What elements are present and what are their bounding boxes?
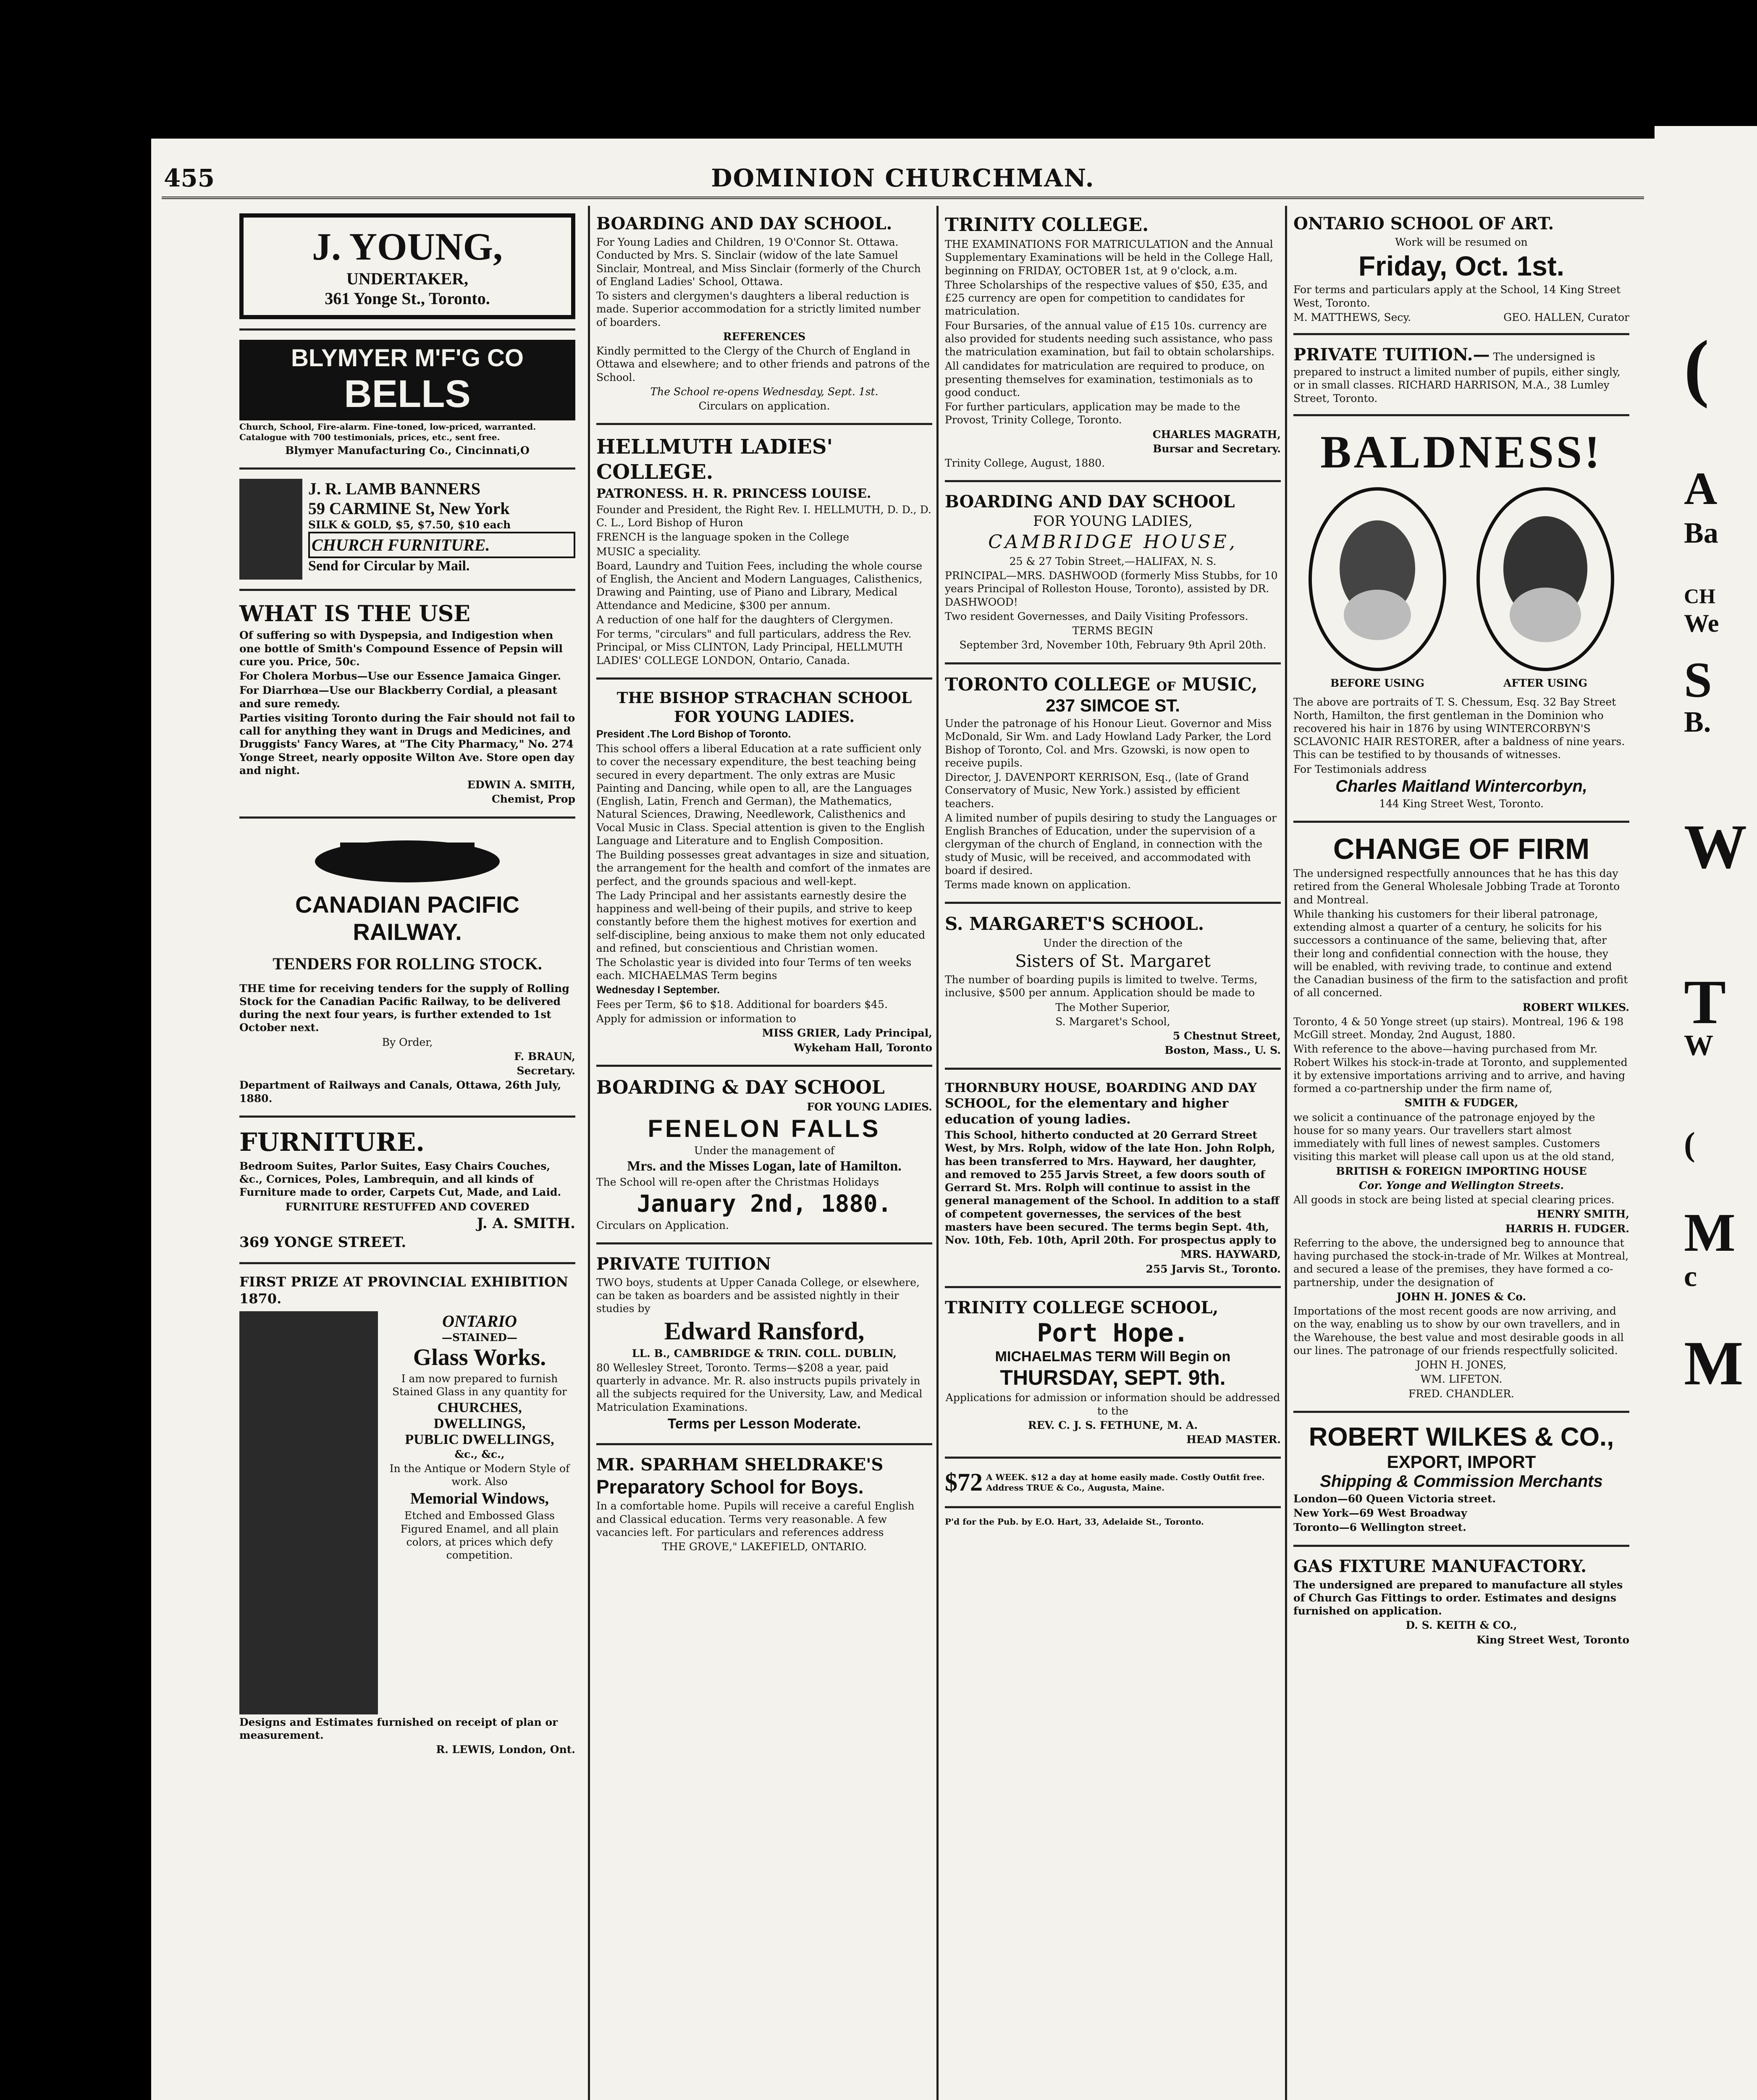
ad-address: New York—69 West Broadway [1293, 1507, 1467, 1519]
ad-signature: GEO. HALLEN, [1503, 311, 1584, 323]
ad-headline: FIRST PRIZE AT PROVINCIAL EXHIBITION 1870. [239, 1273, 569, 1307]
ad-signature: ROBERT WILKES. [1522, 1001, 1629, 1013]
ad-body: This school offers a liberal Education at a rate sufficient only to cover the necessary expenditure, the best teaching being secured in every department. The only extras are Music Painting and Dancing, while open to all, are the Languages (English, Latin, French and German), the Mathematics, Natural Sciences, Drawing, Needlework, Calisthenics and Vocal Music in Class. Special attention is given to the English Language and Literature and to English Composition. [596, 743, 925, 847]
page-number: 455 [164, 164, 215, 192]
ad-school-of-art [1293, 210, 1629, 335]
ad-address: 25 & 27 Tobin Street,—HALIFAX, N. S. [1009, 555, 1217, 567]
ad-names: Mrs. and the Misses Logan, late of Hamilton. [627, 1158, 902, 1174]
ad-address: 144 King Street West, Toronto. [1379, 797, 1544, 810]
ad-subhead: TENDERS FOR ROLLING STOCK. [273, 954, 542, 973]
ad-young-undertaker [239, 210, 575, 331]
glass-works: Glass Works. [413, 1344, 546, 1370]
ad-signature: R. LEWIS, London, Ont. [436, 1743, 575, 1756]
ad-body: Fees per Term, $6 to $18. Additional for boarders $45. [596, 998, 888, 1011]
ad-headline: ONTARIO SCHOOL OF ART. [1293, 214, 1554, 234]
ad-amount: $72 [945, 1468, 983, 1496]
ad-signature: MISS GRIER, Lady Principal, [762, 1027, 932, 1040]
ad-signature: MRS. HAYWARD, [1180, 1248, 1281, 1261]
printer-imprint: P'd for the Pub. by E.O. Hart, 33, Adelaide St., Toronto. [945, 1517, 1204, 1527]
ad-body: Under the patronage of his Honour Lieut. Governor and Miss McDonald, Sir Wm. and Lady Howland Lady Parker, the Lord Bishop of Toronto, Col. and Mrs. Gzowski, is now open to receive pupils. [945, 717, 1272, 769]
glass-memorial: Memorial Windows, [410, 1490, 549, 1508]
glass-item: CHURCHES, [437, 1399, 522, 1415]
ad-company: Blymyer Manufacturing Co., Cincinnati,O [285, 444, 530, 457]
ad-body: Two resident Governesses, and Daily Visiting Professors. [945, 610, 1248, 622]
ad-headline: TRINITY COLLEGE. [945, 214, 1149, 236]
ad-headline: CANADIAN PACIFIC [295, 891, 520, 918]
ad-subhead: FOR YOUNG LADIES, [1033, 513, 1193, 530]
ad-body: A limited number of pupils desiring to study the Languages or English Branches of Education, under the supervision of a clergyman of the church of England, in connection with the study of Music, will be received, and accommodated with board if desired. [945, 811, 1277, 877]
ad-signature-title: Secretary. [517, 1065, 575, 1077]
ad-signature: WM. LIFETON. [1420, 1373, 1503, 1386]
ad-body: For further particulars, application may be made to the Provost, Trinity College, Toronto. [945, 401, 1240, 426]
ad-name: Edward Ransford, [664, 1317, 865, 1345]
ad-furniture [239, 1124, 575, 1264]
ad-address: 361 Yonge St., [325, 289, 425, 308]
ad-headline: J. YOUNG, [312, 225, 503, 268]
ad-body: The Lady Principal and her assistants earnestly desire the happiness and well-being of their pupils, and strive to keep constantly before them the highest motives for exertion and self-discipline, being anxious to make them not only educated and refined, but conscientious and Christian women. [596, 889, 926, 954]
ad-address: 369 YONGE STREET. [239, 1234, 406, 1251]
ad-body: For Testimonials address [1293, 763, 1427, 775]
railway-emblem-icon [239, 828, 575, 891]
ad-robert-wilkes [1293, 1419, 1629, 1547]
ad-canadian-pacific [239, 824, 575, 1118]
bells-word: BELLS [344, 373, 471, 415]
ad-body: Founder and President, the Right Rev. I. HELLMUTH, D. D., D. C. L., Lord Bishop of Huron [596, 503, 931, 529]
ad-signature: F. BRAUN, [514, 1050, 575, 1063]
ad-subhead: FOR YOUNG LADIES. [807, 1100, 932, 1113]
page-header [151, 164, 1655, 197]
bells-banner [239, 340, 575, 420]
ad-signature: JOHN H. JONES, [1416, 1359, 1507, 1371]
spine-fragment: A [1684, 463, 1718, 514]
ad-address: London—60 Queen Victoria street. [1293, 1492, 1496, 1505]
ad-feature: CHURCH FURNITURE. [308, 532, 575, 558]
spine-fragment: T [1684, 967, 1726, 1037]
ad-body: The Scholastic year is divided into four Terms of ten weeks each. MICHAELMAS Term begins [596, 956, 912, 982]
column-rule [936, 206, 939, 2100]
ad-body: 80 Wellesley Street, Toronto. Terms—$208 a year, paid quarterly in advance. Mr. R. also instructs pupils privately in all the subjects required for the University, Law, and Medical Matriculation Examinations. [596, 1361, 923, 1413]
ad-body: THE EXAMINATIONS FOR MATRICULATION and the Annual Supplementary Examinations will be held in the College Hall, beginning on FRIDAY, OCTOBER 1st, at 9 o'clock, a.m. [945, 238, 1273, 277]
ad-date: Wednesday I September. [596, 984, 720, 996]
ad-body: In a comfortable home. Pupils will receive a careful English and Classical education. Terms very reasonable. A few vacancies left. For particulars and references address [596, 1500, 915, 1538]
ad-headline: TORONTO COLLEGE of MUSIC, [945, 674, 1258, 695]
ad-body: Parties visiting Toronto during the Fair should not fail to call for anything they want in Drugs and Medicines, and Druggists' Fancy Wares, at "The City Pharmacy," No. 274 Yonge Street, nearly opposite Wilton Ave. Store open day and night. [239, 711, 575, 777]
ad-place: Port Hope. [1037, 1318, 1189, 1348]
ad-subhead: Sisters of St. Margaret [1015, 952, 1211, 971]
after-label: AFTER USING [1503, 677, 1588, 689]
ad-headline: TRINITY COLLEGE SCHOOL, [945, 1297, 1219, 1318]
stained-glass-window-illustration [239, 1311, 378, 1714]
ad-headline-2: RAILWAY. [353, 918, 462, 945]
spine-fragment: W [1684, 812, 1747, 882]
ad-corner: Cor. Yonge and Wellington Streets. [1358, 1179, 1564, 1192]
ad-signature-title: Chemist, Prop [491, 793, 575, 806]
ad-subhead: EXPORT, IMPORT [1387, 1452, 1536, 1472]
ad-signature: CHARLES MAGRATH, [1152, 428, 1281, 441]
ad-what-is-the-use [239, 597, 575, 818]
ad-body: A WEEK. $12 a day at home easily made. Costly Outfit free. Address TRUE & Co., Augusta, Maine. [986, 1472, 1265, 1493]
spine-fragment: B. [1684, 706, 1711, 738]
ad-date: Toronto, 4 & 50 Yonge street (up stairs). Montreal, 196 & 198 McGill street. Monday, 2nd August, 1880. [1293, 1015, 1624, 1041]
ad-blymyer-bells [239, 336, 575, 470]
ad-city: Toronto. [429, 289, 490, 308]
ad-subhead: Preparatory School for Boys. [596, 1476, 864, 1498]
ad-body: Board, Laundry and Tuition Fees, including the whole course of English, the Ancient and Modern Languages, Calisthenics, Drawing and Painting, use of Piano and Library, Medical Attendance and Medicine, $300 per annum. [596, 559, 923, 612]
ad-signature-title: Secy. [1384, 311, 1411, 323]
ad-st-margarets [945, 910, 1281, 1069]
ad-firm: JOHN H. JONES & Co. [1396, 1290, 1526, 1303]
ad-signature: HENRY SMITH, [1537, 1208, 1629, 1221]
column-rule [1285, 206, 1287, 2100]
ad-reopen: The School re-opens Wednesday, Sept. 1st. [650, 385, 878, 398]
ad-body: Work will be resumed on [1395, 236, 1528, 248]
ad-body: All goods in stock are being listed at special clearing prices. [1293, 1194, 1615, 1206]
ad-fenelon-falls [596, 1073, 932, 1244]
ad-address: 59 CARMINE St, New York [308, 499, 510, 518]
ad-body: Three Scholarships of the respective values of $50, £35, and £25 currency are open for competition to candidates for matriculation. [945, 278, 1268, 318]
ad-body: Bedroom Suites, Parlor Suites, Easy Chairs Couches, &c., Cornices, Poles, Lambrequin, and all kinds of Furniture made to order, Carpets Cut, Made, and Laid. [239, 1160, 561, 1199]
after-portrait-icon [1474, 485, 1617, 674]
newspaper-page [151, 139, 1655, 2100]
ad-body: The School will re-open after the Christmas Holidays [596, 1176, 879, 1189]
ad-price: SILK & GOLD, $5, $7.50, $10 each [308, 519, 511, 531]
ad-body: PRINCIPAL—MRS. DASHWOOD (formerly Miss Stubbs, for 10 years Principal of Rolleston House, Toronto), assisted by DR. DASHWOOD! [945, 570, 1278, 608]
ad-signature: J. A. SMITH. [477, 1215, 575, 1232]
ad-signature-title: HEAD MASTER. [1186, 1433, 1281, 1446]
spine-fragment: M [1684, 1202, 1736, 1263]
ad-footer: Designs and Estimates furnished on receipt of plan or measurement. [239, 1716, 558, 1741]
ad-footer: Circulars on application. [698, 400, 830, 412]
ad-house: BRITISH & FOREIGN IMPORTING HOUSE [1336, 1165, 1587, 1177]
ad-body: we solicit a continuance of the patronage enjoyed by the house for so many years. Our travellers start almost immediately with full lines of newest samples. Customers visiting this market will please call upon us at the old stand, [1293, 1111, 1615, 1163]
ad-body: For Diarrhœa—Use our Blackberry Cordial, a pleasant and sure remedy. [239, 684, 558, 710]
ad-date: Friday, Oct. 1st. [1358, 250, 1565, 282]
ad-body: Etched and Embossed Glass Figured Enamel, and all plain colors, at prices which defy competition. [400, 1509, 559, 1561]
ad-address: THE GROVE," LAKEFIELD, ONTARIO. [662, 1541, 867, 1553]
ad-body: MUSIC a speciality. [596, 545, 701, 558]
ad-address: 5 Chestnut Street, [1172, 1030, 1281, 1042]
ad-body: A reduction of one half for the daughters of Clergymen. [596, 613, 893, 626]
ad-body: Referring to the above, the undersigned beg to announce that having purchased the stock-in-trade of Mr. Wilkes at Montreal, and secured a lease of the premises, they have formed a co-partnership, under the designation of [1293, 1236, 1629, 1289]
ad-body: Applications for admission or information should be addressed to the [945, 1391, 1280, 1417]
ad-body: TWO boys, students at Upper Canada College, or elsewhere, can be taken as boarders and be assisted nightly in their studies by [596, 1276, 920, 1315]
glass-ontario: ONTARIO [442, 1311, 517, 1331]
spine-fragment: ( [1684, 325, 1709, 409]
ad-body: Apply for admission or information to [596, 1013, 796, 1025]
ad-address: Boston, Mass., U. S. [1164, 1044, 1281, 1057]
ad-body: While thanking his customers for their liberal patronage, extending almost a quarter of a century, he solicits for his successors a continuance of the same, believing that, after their long and confidential connection with the house, they will be enabled, with reviving trade, to continue and extend the Canadian business of the firm to the satisfaction and profit of all concerned. [1293, 908, 1628, 999]
ad-body: The Building possesses great advantages in size and situation, the arrangement for the health and comfort of the inmates are perfect, and the grounds spacious and well-kept. [596, 849, 931, 887]
ad-footer: Circulars on Application. [596, 1219, 729, 1231]
ad-body: Under the direction of the [1043, 937, 1183, 949]
before-label: BEFORE USING [1330, 677, 1424, 689]
ad-signature: M. MATTHEWS, [1293, 311, 1381, 323]
ad-subhead: UNDERTAKER, [346, 269, 469, 288]
column-1 [239, 210, 575, 1773]
ad-sparham-sheldrake [596, 1451, 932, 1564]
ad-headline: THE BISHOP STRACHAN SCHOOL FOR YOUNG LADIES. [616, 689, 912, 726]
ad-subhead: President .The Lord Bishop of Toronto. [596, 728, 791, 740]
ad-subhead: PATRONESS. H. R. PRINCESS LOUISE. [596, 486, 871, 501]
spine-fragment: CH [1684, 584, 1715, 608]
ad-body: For terms and particulars apply at the School, 14 King Street West, Toronto. [1293, 284, 1621, 309]
ad-body: For Young Ladies and Children, 19 O'Connor St. Ottawa. Conducted by Mrs. S. Sinclair (widow of the late Samuel Sinclair, Montreal, and Miss Sinclair (formerly of the Church of England Ladies' School, Ottawa. [596, 236, 921, 288]
ad-house: CAMBRIDGE HOUSE, [988, 531, 1238, 553]
ad-name: Charles Maitland Wintercorbyn, [1335, 777, 1587, 795]
ad-date: THURSDAY, SEPT. 9th. [1000, 1366, 1226, 1390]
ad-dates: September 3rd, November 10th, February 9th April 20th. [959, 639, 1267, 651]
ad-body: Kindly permitted to the Clergy of the Church of England in Ottawa and elsewhere; and to other friends and patrons of the School. [596, 345, 930, 383]
column-3 [945, 210, 1281, 1536]
ad-headline: WHAT IS THE USE [239, 601, 470, 627]
header-rule [162, 197, 1644, 199]
ad-place: FENELON FALLS [648, 1115, 881, 1142]
glass-item: PUBLIC DWELLINGS, [405, 1431, 554, 1447]
glass-item: &c., &c., [454, 1448, 505, 1460]
ad-body: For terms, "circulars" and full particulars, address the Rev. Principal, or Miss CLINTON, Lady Principal, HELLMUTH LADIES' COLLEGE LONDON, Ontario, Canada. [596, 628, 912, 667]
ad-change-of-firm [1293, 829, 1629, 1413]
ad-trinity-college-school [945, 1294, 1281, 1459]
ad-subhead: BANNERS [400, 479, 481, 499]
ad-body: To sisters and clergymen's daughters a liberal reduction is made. Superior accommodation for a strictly limited number of boarders. [596, 290, 920, 328]
spine-fragment: We [1684, 609, 1719, 637]
ad-gas-fixture [1293, 1553, 1629, 1657]
spine-fragment: Ba [1684, 517, 1718, 549]
ad-firm: SMITH & FUDGER, [1404, 1097, 1518, 1109]
ad-signature-title: Bursar and Secretary. [1153, 442, 1281, 455]
ad-body: Under the management of [694, 1144, 835, 1157]
ad-address: 237 SIMCOE ST. [1046, 696, 1180, 715]
ad-bishop-strachan [596, 685, 932, 1067]
ad-degree: LL. B., CAMBRIDGE & TRIN. COLL. DUBLIN, [632, 1347, 897, 1360]
ad-signature: Wykeham Hall, Toronto [794, 1041, 932, 1054]
ad-headline: PRIVATE TUITION.— [1293, 345, 1490, 365]
ad-headline: BOARDING AND DAY SCHOOL. [596, 214, 892, 234]
ad-headline: J. R. LAMB [308, 479, 396, 499]
ad-subhead: FURNITURE RESTUFFED AND COVERED [285, 1200, 530, 1213]
ad-body: Director, J. DAVENPORT KERRISON, Esq., (late of Grand Conservatory of Music, New York.) assisted by efficient teachers. [945, 771, 1249, 810]
spine-fragment: S [1684, 652, 1712, 708]
ad-body: Church, School, Fire-alarm. Fine-toned, low-priced, warranted. Catalogue with 700 testimonials, prices, etc., sent free. [239, 422, 536, 442]
ad-date: Trinity College, August, 1880. [945, 457, 1105, 469]
ad-headline: PRIVATE TUITION [596, 1254, 771, 1274]
ad-body: In the Antique or Modern Style of work. Also [389, 1462, 570, 1488]
ad-body: The number of boarding pupils is limited to twelve. Terms, inclusive, $500 per annum. Application should be made to [945, 974, 1258, 999]
ad-body: The above are portraits of T. S. Chessum, Esq. 32 Bay Street North, Hamilton, the first gentleman in the Dominion who recovered his hair in 1876 by using WINTERCORBYN'S SCLAVONIC HAIR RESTORER, after a baldness of nine years. This can be testified to by thousands of witnesses. [1293, 696, 1625, 761]
ad-thornbury [945, 1076, 1281, 1288]
ad-body: All candidates for matriculation are required to produce, on presenting themselves for examination, testimonials as to good conduct. [945, 360, 1265, 399]
before-portrait-icon [1306, 485, 1449, 674]
ad-signature: HARRIS H. FUDGER. [1505, 1222, 1629, 1235]
ad-headline: GAS FIXTURE MANUFACTORY. [1293, 1556, 1587, 1576]
masthead-title: DOMINION CHURCHMAN. [711, 164, 1095, 192]
ad-subhead-2: Shipping & Commission Merchants [1320, 1472, 1603, 1491]
young-frame [239, 213, 575, 319]
ad-signature-title: Curator [1587, 311, 1629, 323]
ad-signature: FRED. CHANDLER. [1408, 1387, 1514, 1400]
ad-baldness [1293, 422, 1629, 823]
ad-body: With reference to the above—having purchased from Mr. Robert Wilkes his stock-in-trade at Toronto, and supplemented it by extensive importations arriving and to arrive, and having formed a co-partnership under the firm name of, [1293, 1043, 1628, 1095]
ad-subhead: MICHAELMAS TERM Will Begin on [995, 1348, 1231, 1365]
ad-body: I am now prepared to furnish Stained Glass in any quantity for [392, 1373, 567, 1398]
ad-stained-glass [239, 1270, 575, 1767]
ad-signature: EDWIN A. SMITH, [467, 779, 575, 791]
ad-signature: REV. C. J. S. FETHUNE, M. A. [1028, 1419, 1198, 1431]
ad-date: January 2nd, 1880. [637, 1190, 892, 1218]
ad-address: King Street West, Toronto [1476, 1633, 1629, 1646]
ad-cambridge-house [945, 488, 1281, 664]
column-rule [588, 206, 590, 2100]
ad-private-tuition [596, 1250, 932, 1446]
ad-body: FRENCH is the language spoken in the College [596, 531, 850, 543]
glass-stained: —STAINED— [442, 1331, 517, 1344]
ad-address: 255 Jarvis St., Toronto. [1146, 1263, 1281, 1275]
ad-dept: Department of Railways and Canals, Ottawa, 26th July, 1880. [239, 1079, 561, 1105]
ad-order: By Order, [382, 1036, 433, 1048]
ad-terms: Terms per Lesson Moderate. [667, 1415, 861, 1432]
ad-body: The undersigned respectfully announces that he has this day retired from the General Wholesale Jobbing Trade at Toronto and Montreal. [1293, 867, 1620, 906]
ad-body: Importations of the most recent goods are now arriving, and on the way, enabling us to show by our own travellers, and in the Warehouse, the best value and most desirable goods in all our lines. The patronage of our friends respectfully solicited. [1293, 1305, 1624, 1357]
ad-boarding-ottawa [596, 210, 932, 425]
ad-body: This School, hitherto conducted at 20 Gerrard Street West, by Mrs. Rolph, widow of the late Hon. John Rolph, has been transferred to Mrs. Hayward, her daughter, and removed to 255 Jarvis Street, a few doors south of Gerrard St. Mrs. Rolph will continue to assist in the general management of the School. In addition to a staff of competent governesses, the services of the best masters have been secured. The terms begin Sept. 4th, Nov. 10th, Feb. 10th, April 20th. For prospectus apply to [945, 1129, 1280, 1246]
ad-headline: S. MARGARET'S SCHOOL. [945, 914, 1204, 934]
ad-signature: D. S. KEITH & CO., [1406, 1619, 1517, 1632]
ad-footer: Send for Circular by Mail. [308, 558, 470, 574]
ad-headline: HELLMUTH LADIES' COLLEGE. [596, 435, 833, 484]
ad-subhead: TERMS BEGIN [1072, 625, 1154, 637]
ad-72-a-week [945, 1465, 1281, 1508]
spine-fragment: ( [1684, 1126, 1695, 1163]
ad-headline: BALDNESS! [1320, 426, 1602, 478]
ad-private-tuition-harrison [1293, 341, 1629, 416]
ad-body: Four Bursaries, of the annual value of £15 10s. currency are also provided for students needing such assistance, who pass the matriculation examination, but fail to obtain scholarships. [945, 319, 1275, 358]
ad-address: Toronto—6 Wellington street. [1293, 1521, 1466, 1534]
ad-address: S. Margaret's School, [1055, 1015, 1170, 1028]
ad-headline: FURNITURE. [239, 1127, 425, 1157]
column-2 [596, 210, 932, 1570]
ad-college-of-music [945, 670, 1281, 904]
ad-body: Of suffering so with Dyspepsia, and Indigestion when one bottle of Smith's Compound Essence of Pepsin will cure you. Price, 50c. [239, 629, 563, 668]
ad-headline: ROBERT WILKES & CO., [1309, 1422, 1614, 1452]
ad-lamb-banners [239, 475, 575, 591]
bells-maker: BLYMYER M'F'G CO [291, 344, 524, 372]
ad-headline: CHANGE OF FIRM [1333, 832, 1590, 865]
ad-hellmuth [596, 431, 932, 680]
ad-subhead: REFERENCES [723, 330, 806, 343]
ad-address: The Mother Superior, [1055, 1001, 1170, 1013]
ad-body: THE time for receiving tenders for the supply of Rolling Stock for the Canadian Pacific Railway, to be delivered during the next four years, is further extended to 1st October next. [239, 982, 569, 1034]
ad-headline: MR. SPARHAM SHELDRAKE'S [596, 1455, 884, 1475]
ad-body: The undersigned are prepared to manufacture all styles of Church Gas Fittings to order. Estimates and designs furnished on application. [1293, 1578, 1623, 1617]
spine-fragment: c [1684, 1260, 1697, 1293]
ad-headline: BOARDING AND DAY SCHOOL [945, 492, 1235, 512]
ad-headline: THORNBURY HOUSE, BOARDING AND DAY SCHOOL, for the elementary and higher education of young ladies. [945, 1080, 1257, 1127]
ad-footer: Terms made known on application. [945, 879, 1131, 891]
banner-illustration [239, 479, 302, 580]
adjacent-page-edge [1655, 126, 1757, 2100]
spine-fragment: W [1684, 1029, 1713, 1062]
ad-trinity-college [945, 210, 1281, 482]
ad-body: The undersigned is prepared to instruct a limited number of pupils, either singly, or in small classes. RICHARD HARRISON, M.A., 38 Lumley Street, Toronto. [1293, 351, 1621, 404]
glass-item: DWELLINGS, [433, 1415, 526, 1431]
ad-body: For Cholera Morbus—Use our Essence Jamaica Ginger. [239, 670, 561, 682]
ad-headline: BOARDING & DAY SCHOOL [596, 1076, 885, 1098]
spine-fragment: M [1684, 1328, 1744, 1398]
column-4 [1293, 210, 1629, 1663]
